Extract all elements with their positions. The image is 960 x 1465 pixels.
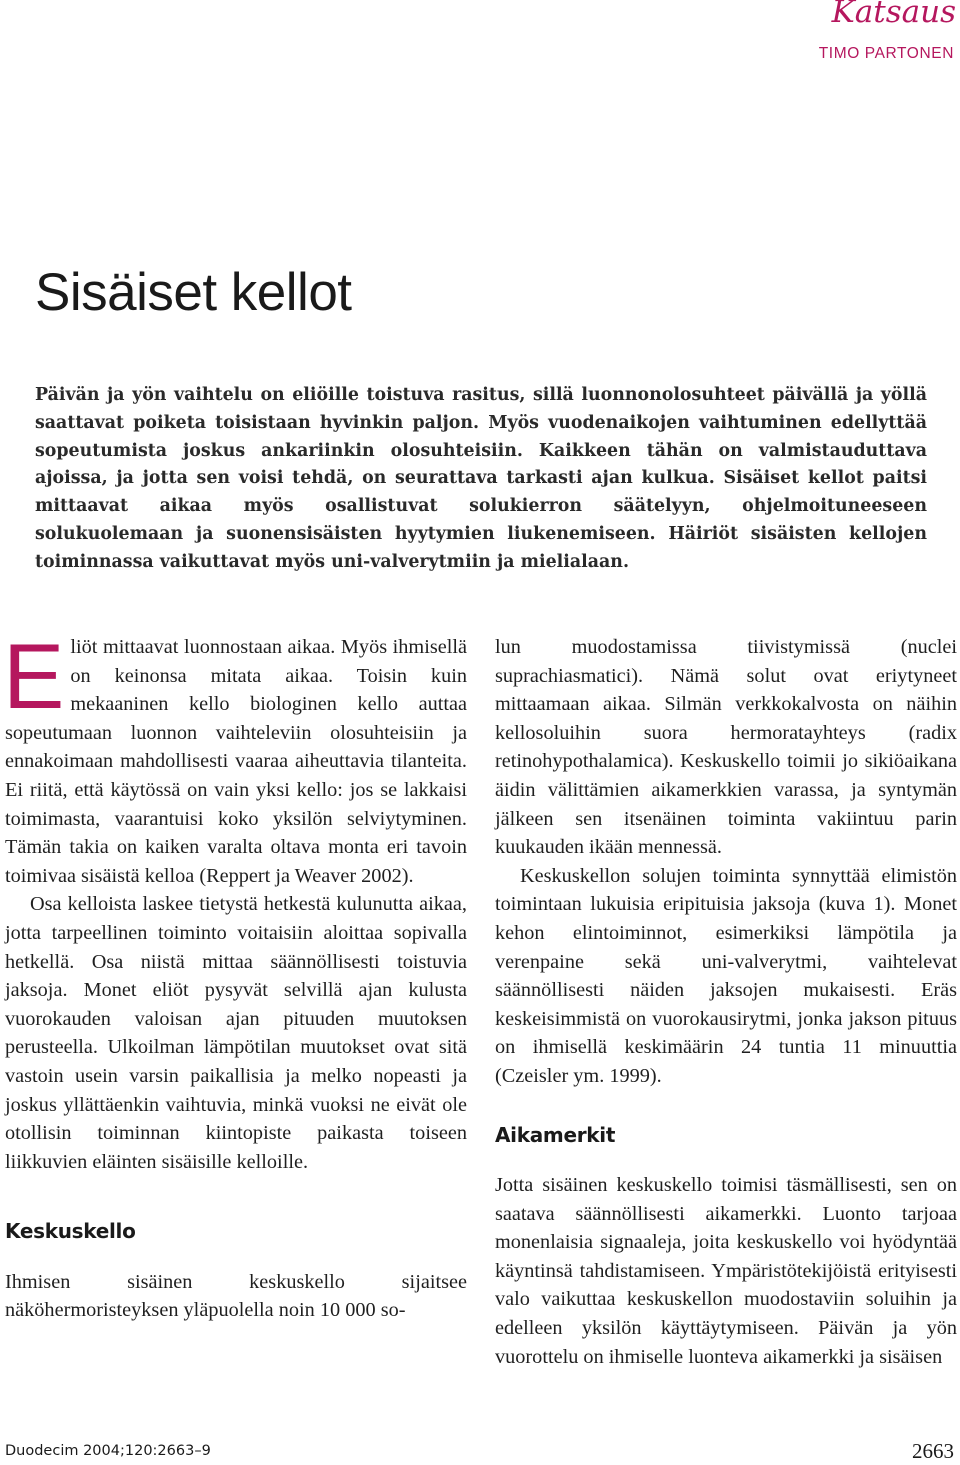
body-paragraph: Ihmisen sisäinen keskuskello sijaitsee näköhermoristeyksen yläpuolella noin 10 000 so- xyxy=(5,1270,467,1322)
section-heading: Keskuskello xyxy=(5,1219,136,1244)
left-column xyxy=(3,626,467,1325)
journal-citation: Duodecim 2004;120:2663–9 xyxy=(5,1443,211,1459)
body-paragraph xyxy=(3,626,467,890)
body-paragraph: Osa kelloista laskee tietystä hetkestä kulunutta aikaa, jotta tarpeellinen toiminto voitaisiin aloittaa sopivalla hetkellä. Osa niistä mittaa säännöllisesti toistuvia jaksoja. Monet eliöt pysyvät selvillä ajan kulusta vuorokauden valoisan ajan pituuden muutoksen perusteella. Ulkoilman lämpötilan muutokset ovat sitä vastoin usein varsin paikallisia ja melko nopeasti ja joskus yllättäenkin vaihtuvia, minkä vuoksi ne eivät ole otollisin toiminnan kiintopiste paikasta toiseen liikkuvien eläinten sisäisille kelloille. xyxy=(5,893,467,1173)
body-paragraph: lun muodostamissa tiivistymissä (nuclei suprachiasmatici). Nämä solut ovat eriytyneet mittaamaan aikaa. Silmän verkkokalvosta on näihin kellosoluihin suora hermoratayhteys (radix retinohypothalamica). Keskuskello toimii jo sikiöaikana äidin välittämien aikamerkkien varassa, ja syntymän jälkeen sen itsenäinen toiminta vakiintuu parin kuukauden ikään mennessä. xyxy=(495,636,957,859)
article-title: Sisäiset kellot xyxy=(35,263,352,322)
body-paragraph: Keskuskellon solujen toiminta synnyttää elimistön toimintaan lukuisia eripituisia jaksoja (kuva 1). Monet kehon elintoiminnot, esimerkiksi lämpötila ja verenpaine sekä uni-valverytmi, vaihtelevat säännöllisesti näiden jaksojen mukaisesti. Eräs keskeisimmistä on vuorokausirytmi, jonka jakson pituus on ihmisellä keskimäärin 24 tuntia 11 minuuttia (Czeisler ym. 1999). xyxy=(495,864,957,1087)
section-label: Katsaus xyxy=(831,0,956,30)
body-paragraph: Jotta sisäinen keskuskello toimisi täsmällisesti, sen on saatava säännöllisesti aikamerkki. Luonto tarjoaa monenlaisia signaaleja, joita keskuskello voi hyödyntää käyntinsä tahdistamiseen. Ympäristötekijöistä erityisesti valo vaikuttaa keskuskellon muodostaviin soluihin ja edelleen yksilön käyttäytymiseen. Päivän ja yön vuorottelu on ihmiselle luonteva aikamerkki ja sisäisen xyxy=(495,1174,957,1368)
article-lead: Päivän ja yön vaihtelu on eliöille toistuva rasitus, sillä luonnonolosuhteet päivällä ja yöllä saattavat poiketa toisistaan hyvinkin paljon. Myös vuodenaikojen vaihtuminen edellyttää sopeutumista joskus ankariinkin olosuhteisiin. Kaikkeen tähän on valmistauduttava ajoissa, ja jotta sen voisi tehdä, on seurattava tarkasti ajan kulkua. Sisäiset kellot paitsi mittaavat aikaa myös osallistuvat solukierron säätelyyn, ohjelmoituneeseen solukuolemaan ja suonensisäisten hyytymien liukenemiseen. Häiriöt sisäisten kellojen toiminnassa vaikuttavat myös uni-valverytmiin ja mielialaan. xyxy=(35,385,927,572)
paragraph-text: liöt mittaavat luonnostaan aikaa. Myös ihmisellä on keinonsa mitata aikaa. Toisin kuin mekaaninen kello biologinen kello auttaa sopeutumaan luonnon vaihteleviin olosuhteisiin ja ennakoimaan mahdollisesti vaaraa aiheuttavia tilanteita. Ei riitä, että käytössä on vain yksi kello: jos se lakkaisi toimimasta, vaarantuisi koko yksilön selviytyminen. Tämän takia on kaiken varalta oltava monta eri tavoin toimivaa sisäistä kelloa (Reppert ja Weaver 2002). xyxy=(5,636,467,887)
page-number: 2663 xyxy=(912,1439,954,1463)
section-heading: Aikamerkit xyxy=(495,1122,616,1147)
drop-cap: E xyxy=(3,626,65,728)
right-column xyxy=(495,633,957,1371)
author-name: TIMO PARTONEN xyxy=(818,45,954,62)
